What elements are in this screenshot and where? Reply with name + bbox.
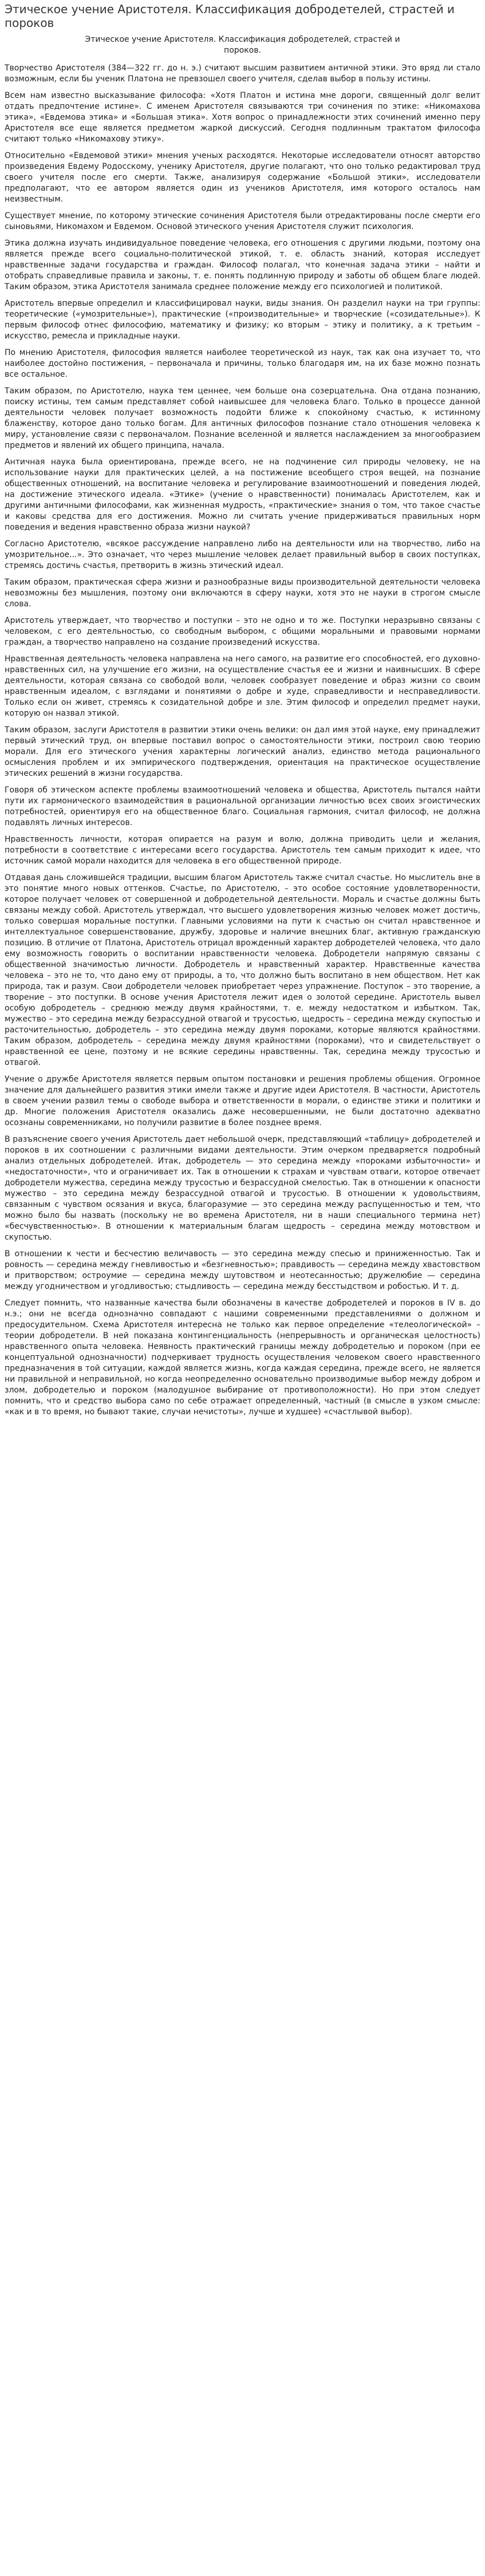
paragraph: В разъяснение своего учения Аристотель дает небольшой очерк, представляющий «таблицу» добродетелей и пороков в их соотношении с различными видами деятельности. Этим очерком предваряется подробный анализ отдельных добродетелей. Итак, добродетель — это середина между «пороками избыточности» и «недостаточности», что и ограничивает их. Так в отношении к страхам и чувствам отваги, которое отвечает добродетели мужества, середина между трусостью и безрассудной смелостью. Так в отношении к опасности мужество – это середина между безрассудной отвагой и трусостью. В отношении к удовольствиям, связанным с чувством осязания и вкуса, благоразумие — это середина между распущенностью и тем, что можно было бы назвать (поскольку не во времена Аристотеля, ни в наши специального термина нет) «бесчувственностью». В отношении к материальным благам щедрость – середина между мотовством и скупостью. xyxy=(5,1135,480,1242)
paragraph: Таким образом, практическая сфера жизни и разнообразные виды производительной деятельности человека невозможны без мышления, поэтому они включаются в сферу науки, хотя это не науки в строгом смысле слова. xyxy=(5,578,480,609)
paragraph: По мнению Аристотеля, философия является наиболее теоретической из наук, так как она изучает то, что наиболее достойно постижения, – первоначала и причины, только благодаря им, на их базе можно познать все остальное. xyxy=(5,348,480,379)
paragraph: Относительно «Евдемовой этики» мнения ученых расходятся. Некоторые исследователи относят авторство произведения Евдему Родосскому, ученику Аристотеля, другие полагают, что оно только редактировал труд своего учителя после его смерти. Также, анализируя содержание «Большой этики», исследователи предполагают, что ее автором является один из учеников Аристотеля, имя которого осталось нам неизвестным. xyxy=(5,151,480,204)
paragraph: В отношении к чести и бесчестию величавость — это середина между спесью и приниженностью. Так и ровность — середина между гневливостью и «безгневностью»; правдивость — середина между хвастовством и притворством; остроумие — середина между шутовством и неотесанностью; дружелюбие — середина между угодничеством и угодливостью; стыдливость — середина между бесстыдством и робостью. И т. д. xyxy=(5,1249,480,1291)
article-subtitle: Этическое учение Аристотеля. Классификация добродетелей, страстей и пороков. xyxy=(85,35,400,55)
paragraph: Всем нам известно высказывание философа: «Хотя Платон и истина мне дороги, священный долг велит отдать предпочтение истине». С именем Аристотеля связываются три сочинения по этике: «Никомахова этика», «Евдемова этика» и «Большая этика». Хотя вопрос о принадлежности этих сочинений именно перу Аристотеля все еще является предметом жаркой дискуссий. Сегодня подлинным трактатом философа считают только «Никомахову этику». xyxy=(5,91,480,144)
paragraph: Учение о дружбе Аристотеля является первым опытом постановки и решения проблемы общения. Огромное значение для дальнейшего развития этики имели также и другие идеи Аристотеля. В частности, Аристотель в своем учении развил темы о свободе выбора и ответственности в морали, о единстве этики и политики и др. Многие положения Аристотеля оказались даже несовершенными, не были достаточно адекватно осознаны современниками, но получили развитие в более позднее время. xyxy=(5,1075,480,1127)
paragraph: Нравственность личности, которая опирается на разум и волю, должна приводить цели и желания, потребности в соответствие с интересами всего государства. Аристотель тем самым приходит к идее, что источник самой морали находится для человека в его общественной природе. xyxy=(5,835,480,866)
paragraph: Следует помнить, что названные качества были обозначены в качестве добродетелей и пороков в IV в. до н.э.; они не всегда однозначно совпадают с нашими современными представлениями о должном и предосудительном. Схема Аристотеля интересна не только как первое определение «телеологической» – теории добродетели. В ней показана контингенциальность (непрерывность и органическая целостность) нравственного опыта человека. Неявность практический границы между добродетелью и пороком (при ее концептуальной однозначности) подчеркивает трудность осуществления человеком своего нравственного предназначения в той ситуации, каждой является жизнь, когда каждая середина, прежде всего, не является ни правильной и неправильной, но когда неопределенно основательно производимые выбор между добром и злом, добродетелью и пороком (малодушное выбирание от противоположности). Но при этом следует помнить, что и средство выбора само по себе отражает определенный, частный (в смысле в узком смысле: «как и в то время, но бывают такие, случаи нечистоты», лучше и худшее) «счастлывой выбор). xyxy=(5,1299,480,1417)
paragraph: Отдавая дань сложившейся традиции, высшим благом Аристотель также считал счастье. Но мыслитель вне в это понятие много новых оттенков. Счастье, по Аристотелю, – это особое состояние удовлетворенности, которое получает человек от совершенной и добродетельной деятельности. Мораль и счастье должны быть связаны между собой. Аристотель утверждал, что высшего удовлетворения жизнью человек может достичь, только совершая моральные поступки. Главными условиями на пути к счастью он считал нравственное и интеллектуальное совершенствование, дружбу, здоровье и наличие внешних благ, активную гражданскую позицию. В отличие от Платона, Аристотель отрицал врожденный характер добродетелей человека, что дало ему возможность говорить о воспитании нравственности человека. Добродетели напрямую связаны с общественной значимостью личности. Добродетель и нравственный характер. Нравственные качества человека – это не то, что дано ему от природы, а то, что должно быть воспитано в нем обществом. Нет как природа, так и разум. Свои добродетели человек приобретает через упражнение. Поступок – это творение, а творение – это поступки. В основе учения Аристотеля лежит идея о золотой середине. Аристотель вывел особую добродетель – среднюю между двумя крайностями, т. е. между недостатком и избытком. Так, мужество – это середина между безрассудной отвагой и трусостью, щедрость – середина между скупостью и расточительностью, добродетель – это середина между двумя пороками, которые являются крайностями. Таким образом, добродетель – середина между двумя крайностями (пороками), что и свидетельствует о нравственной ее цене, поэтому и не всякие середины нравственны. Так, середина между трусостью и отвагой. xyxy=(5,873,480,1067)
paragraph: Аристотель впервые определил и классифицировал науки, виды знания. Он разделил науки на три группы: теоретические («умозрительные»), практические («производительные» и творческие («созидательные»). К первым философ отнес философию, математику и физику; ко вторым – этику и политику, а к третьим – искусство, ремесла и прикладные науки. xyxy=(5,299,480,341)
paragraph: Творчество Аристотеля (384—322 гг. до н. э.) считают высшим развитием античной этики. Это вряд ли стало возможным, если бы ученик Платона не превзошел своего учителя, сделав выбор в пользу истины. xyxy=(5,64,480,84)
paragraph: Таким образом, заслуги Аристотеля в развитии этики очень велики: он дал имя этой науке, ему принадлежит первый этический труд, он впервые поставил вопрос о самостоятельности этики, построил свою теорию морали. Для его этического учения характерны логический анализ, единство метода рационального осмысления проблем и их эмпирического подтверждения, ориентация на практическое осуществление этических решений в жизни государства. xyxy=(5,725,480,778)
paragraph: Нравственная деятельность человека направлена на него самого, на развитие его способностей, его духовно-нравственных сил, на улучшение его жизни, на осуществление счастья ее и жизни и наивнысших. В сфере деятельности, которая связана со свободой воли, человек сообразует поведение и образ жизни со своим нравственным идеалом, с взглядами и понятиями о добре и худе, справедливости и несправедливости. Только если он живет, стремясь к созидательной добре и зле. Этим философ и определил предмет науки, которую он назвал этикой. xyxy=(5,654,480,718)
paragraph: Этика должна изучать индивидуальное поведение человека, его отношения с другими людьми, поэтому она является прежде всего социально-политической этикой, т. е. область знаний, которая исследует нравственные задачи государства и граждан. Философ полагал, что конечная задача этики – найти и отобрать справедливые правила и законы, т. е. понять подлинную природу и заботы об общем благе людей. Таким образом, этика Аристотеля занимала среднее положение между его психологией и политикой. xyxy=(5,239,480,291)
article-title: Этическое учение Аристотеля. Классификация добродетелей, страстей и пороков xyxy=(5,2,455,30)
paragraph: Аристотель утверждает, что творчество и поступки – это не одно и то же. Поступки неразрывно связаны с человеком, с его деятельностью, со свободным выбором, с общими моральными и правовыми нормами граждан, а творчество направлено на создание произведений искусства. xyxy=(5,616,480,647)
paragraph: Таким образом, по Аристотелю, наука тем ценнее, чем больше она созерцательна. Она отдана познанию, поиску истины, тем самым представляет собой наивысшее для человека благо. Только в процессе данной деятельности человек получает возможность подойти ближе к спокойному счастью, к истинному блаженству, которое дано только богам. Для античных философов познание стало отношения человека к миру, установление связи с первоначалом. Познание вселенной и является наслаждением за многообразием предметов и явлений их общего принципа, начала. xyxy=(5,386,480,450)
paragraph: Существует мнение, по которому этические сочинения Аристотеля были отредактированы после смерти его сыновьями, Никомахом и Евдемом. Основой этического учения Аристотеля служит психология. xyxy=(5,211,480,231)
paragraph: Согласно Аристотелю, «всякое рассуждение направлено либо на деятельности или на творчество, либо на умозрительное...». Это означает, что через мышление человек делает правильный выбор в своих поступках, стремясь достичь счастья, претворить в жизнь этический идеал. xyxy=(5,539,480,570)
paragraph: Античная наука была ориентирована, прежде всего, не на подчинение сил природы человеку, не на использование науки для практических целей, а на постижение всеобщего строя вещей, на познание общественных отношений, на воспитание человека и регулирование взаимоотношений и поведения людей, на достижение этического идеала. «Этике» (учение о нравственности) понималась Аристотелем, как и другими античными философами, как жизненная мудрость, «практические» знания о том, что такое счастье и каковы средства для его достижения. Можно ли считать учение придерживаться правильных норм поведения и ведения нравственно образа жизни наукой? xyxy=(5,457,480,532)
paragraph: Говоря об этическом аспекте проблемы взаимоотношений человека и общества, Аристотель пытался найти пути их гармонического взаимодействия в рациональной организации личностью всех своих эгоистических потребностей, ориентируя его на общественное благо. Социальная гармония, считал философ, не должна подавлять личных интересов. xyxy=(5,786,480,827)
